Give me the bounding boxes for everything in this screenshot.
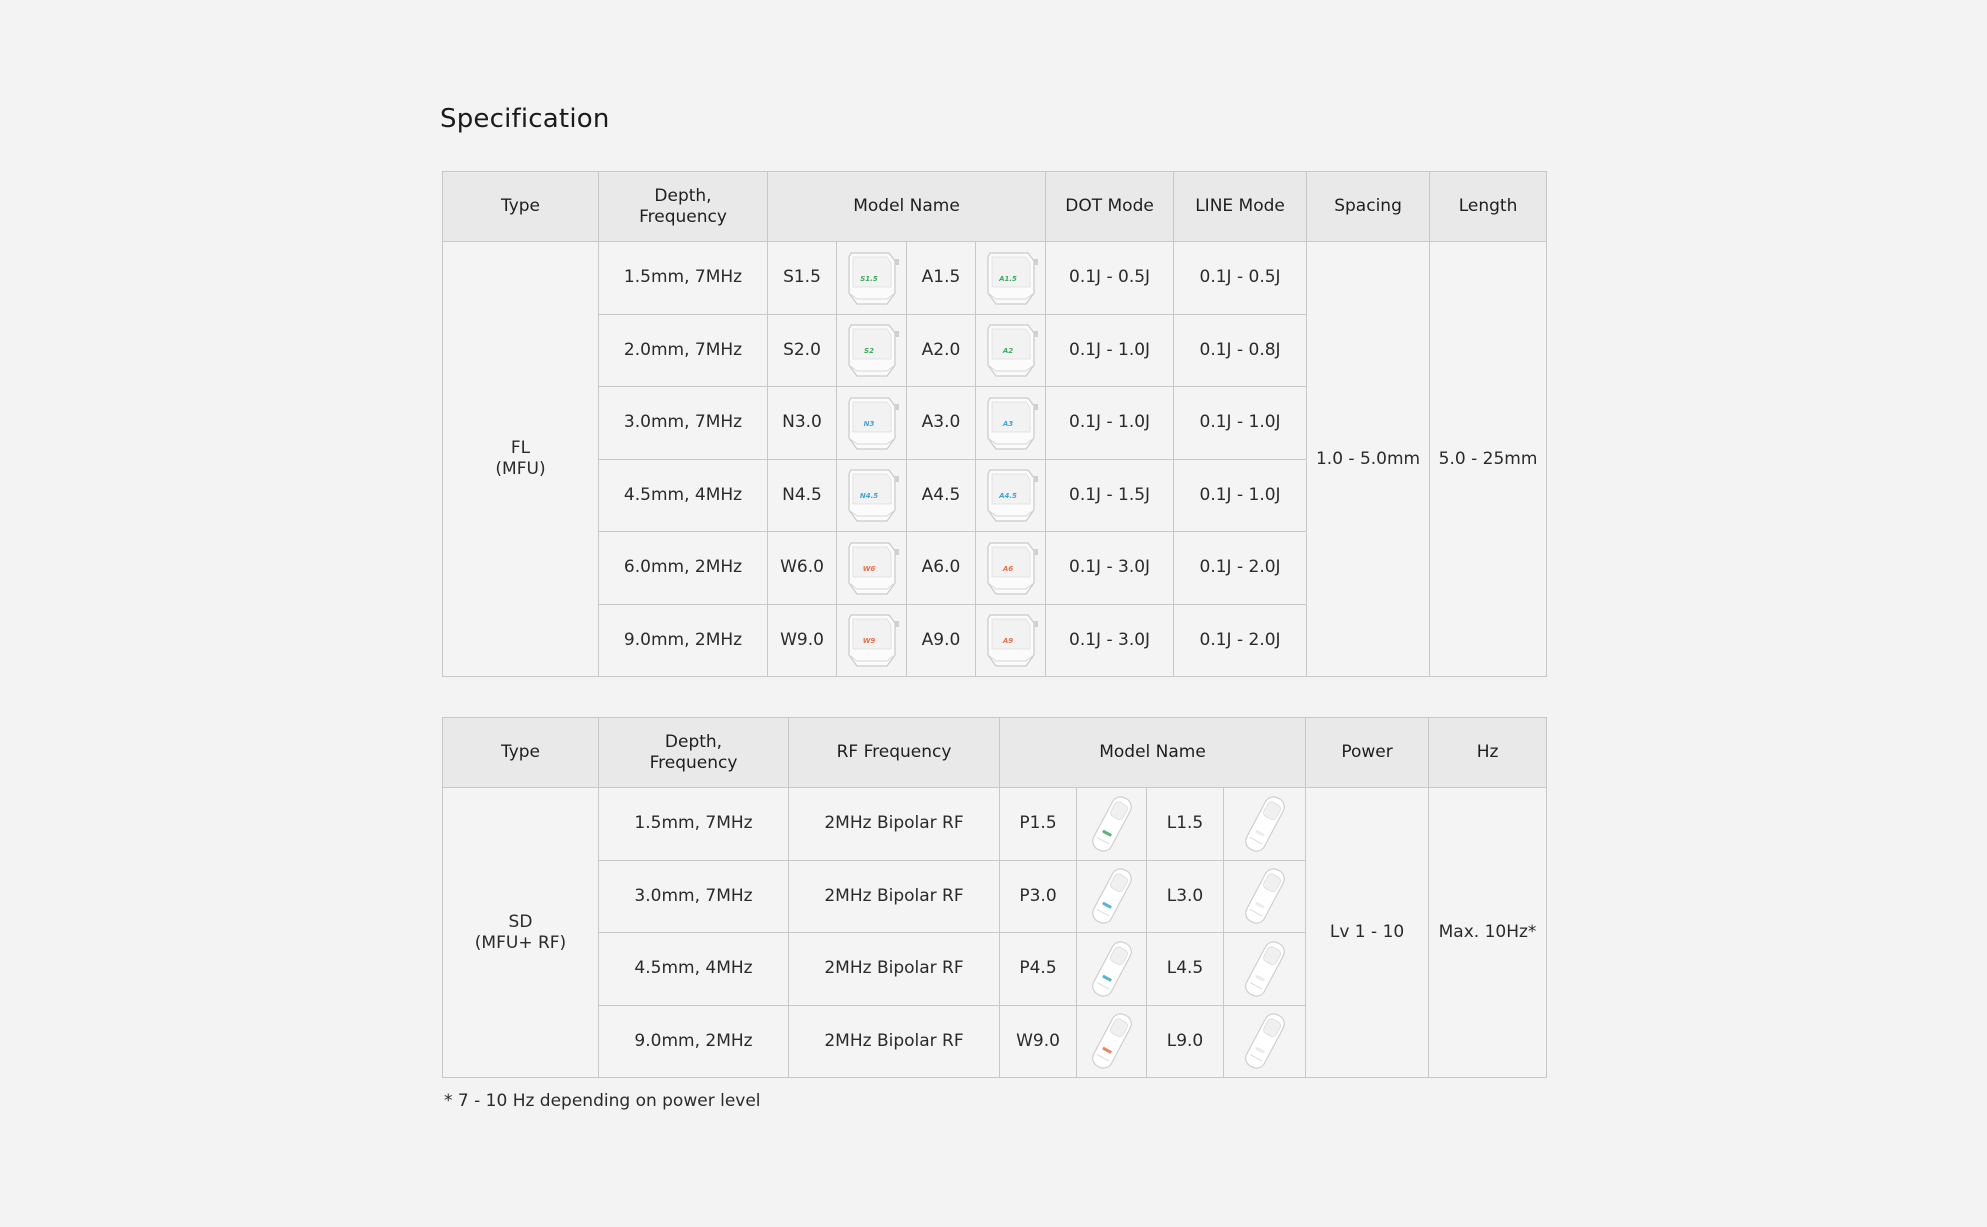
fl-depth-cell: 9.0mm, 2MHz — [599, 604, 768, 677]
fl-header-length: Length — [1430, 172, 1547, 242]
fl-depth-cell: 6.0mm, 2MHz — [599, 532, 768, 605]
sd-rf-cell: 2MHz Bipolar RF — [789, 1005, 1000, 1078]
sd-model-a-cell: P4.5 — [1000, 933, 1077, 1006]
sd-model-a-image — [1077, 788, 1147, 861]
handpiece-icon — [1234, 863, 1296, 929]
svg-text:W6: W6 — [862, 564, 875, 573]
fl-model-b-image — [976, 242, 1046, 315]
svg-text:A4.5: A4.5 — [998, 492, 1017, 501]
fl-model-b-cell: A4.5 — [907, 459, 976, 532]
fl-model-a-image — [837, 387, 907, 460]
fl-length-cell: 5.0 - 25mm — [1430, 242, 1547, 677]
fl-model-a-image — [837, 532, 907, 605]
cartridge-icon — [843, 247, 901, 309]
cartridge-icon — [982, 464, 1040, 526]
sd-depth-cell: 9.0mm, 2MHz — [599, 1005, 789, 1078]
fl-line-cell: 0.1J - 0.5J — [1174, 242, 1307, 315]
handpiece-icon — [1081, 936, 1143, 1002]
svg-text:N3: N3 — [863, 419, 874, 428]
fl-line-cell: 0.1J - 2.0J — [1174, 604, 1307, 677]
fl-type-cell: FL (MFU) — [443, 242, 599, 677]
svg-text:A3: A3 — [1002, 419, 1013, 428]
fl-line-cell: 0.1J - 1.0J — [1174, 459, 1307, 532]
fl-dot-cell: 0.1J - 3.0J — [1046, 604, 1174, 677]
fl-model-b-cell: A3.0 — [907, 387, 976, 460]
sd-rf-cell: 2MHz Bipolar RF — [789, 933, 1000, 1006]
fl-model-b-cell: A1.5 — [907, 242, 976, 315]
fl-spec-table — [442, 171, 1547, 677]
sd-model-a-image — [1077, 933, 1147, 1006]
svg-text:A1.5: A1.5 — [998, 274, 1017, 283]
fl-depth-cell: 4.5mm, 4MHz — [599, 459, 768, 532]
handpiece-icon — [1234, 791, 1296, 857]
handpiece-icon — [1081, 863, 1143, 929]
sd-header-hz: Hz — [1429, 718, 1547, 788]
fl-model-a-cell: S1.5 — [768, 242, 837, 315]
cartridge-icon — [982, 609, 1040, 671]
fl-header-line: LINE Mode — [1174, 172, 1307, 242]
fl-header-dot: DOT Mode — [1046, 172, 1174, 242]
cartridge-icon — [982, 247, 1040, 309]
fl-model-a-image — [837, 314, 907, 387]
cartridge-icon — [843, 392, 901, 454]
fl-header-depth — [599, 172, 768, 242]
svg-text:W9: W9 — [862, 637, 875, 646]
cartridge-icon — [982, 392, 1040, 454]
fl-model-a-cell: N4.5 — [768, 459, 837, 532]
sd-header-depth-text: Depth, Frequency — [649, 731, 738, 773]
sd-type-cell: SD (MFU+ RF) — [443, 788, 599, 1078]
cartridge-icon — [843, 609, 901, 671]
footnote: * 7 - 10 Hz depending on power level — [444, 1091, 761, 1111]
fl-model-a-image — [837, 242, 907, 315]
sd-hz-cell: Max. 10Hz* — [1429, 788, 1547, 1078]
svg-text:A9: A9 — [1002, 637, 1013, 646]
sd-header-depth — [599, 718, 789, 788]
sd-power-cell: Lv 1 - 10 — [1306, 788, 1429, 1078]
cartridge-icon — [843, 319, 901, 381]
fl-spacing-cell: 1.0 - 5.0mm — [1307, 242, 1430, 677]
fl-model-b-cell: A2.0 — [907, 314, 976, 387]
fl-line-cell: 0.1J - 0.8J — [1174, 314, 1307, 387]
fl-model-b-image — [976, 314, 1046, 387]
fl-model-a-cell: N3.0 — [768, 387, 837, 460]
fl-model-a-cell: W6.0 — [768, 532, 837, 605]
fl-header-type: Type — [443, 172, 599, 242]
fl-depth-cell: 1.5mm, 7MHz — [599, 242, 768, 315]
cartridge-icon — [982, 319, 1040, 381]
fl-dot-cell: 0.1J - 0.5J — [1046, 242, 1174, 315]
fl-dot-cell: 0.1J - 1.0J — [1046, 387, 1174, 460]
sd-spec-table — [442, 717, 1547, 1078]
sd-header-rf: RF Frequency — [789, 718, 1000, 788]
sd-rf-cell: 2MHz Bipolar RF — [789, 860, 1000, 933]
svg-text:S1.5: S1.5 — [859, 274, 878, 283]
fl-model-b-cell: A6.0 — [907, 532, 976, 605]
fl-header-depth-text: Depth, Frequency — [639, 185, 727, 227]
svg-text:S2: S2 — [863, 347, 874, 356]
fl-model-b-image — [976, 459, 1046, 532]
sd-model-b-cell: L3.0 — [1147, 860, 1224, 933]
sd-header-model: Model Name — [1000, 718, 1306, 788]
sd-rf-cell: 2MHz Bipolar RF — [789, 788, 1000, 861]
fl-line-cell: 0.1J - 1.0J — [1174, 387, 1307, 460]
sd-model-a-image — [1077, 1005, 1147, 1078]
cartridge-icon — [843, 537, 901, 599]
sd-model-b-image — [1224, 860, 1306, 933]
sd-model-b-image — [1224, 933, 1306, 1006]
fl-header-spacing: Spacing — [1307, 172, 1430, 242]
sd-table-row — [443, 788, 1547, 861]
handpiece-icon — [1234, 1008, 1296, 1074]
cartridge-icon — [843, 464, 901, 526]
fl-model-b-image — [976, 532, 1046, 605]
fl-depth-cell: 2.0mm, 7MHz — [599, 314, 768, 387]
handpiece-icon — [1234, 936, 1296, 1002]
fl-header-model: Model Name — [768, 172, 1046, 242]
fl-dot-cell: 0.1J - 1.5J — [1046, 459, 1174, 532]
fl-model-a-image — [837, 604, 907, 677]
sd-model-a-image — [1077, 860, 1147, 933]
svg-text:A6: A6 — [1002, 564, 1013, 573]
fl-model-a-image — [837, 459, 907, 532]
fl-model-a-cell: S2.0 — [768, 314, 837, 387]
fl-dot-cell: 0.1J - 1.0J — [1046, 314, 1174, 387]
sd-model-a-cell: P1.5 — [1000, 788, 1077, 861]
sd-model-a-cell: W9.0 — [1000, 1005, 1077, 1078]
sd-model-b-image — [1224, 1005, 1306, 1078]
svg-text:A2: A2 — [1002, 347, 1013, 356]
fl-dot-cell: 0.1J - 3.0J — [1046, 532, 1174, 605]
fl-model-b-image — [976, 387, 1046, 460]
page-title: Specification — [440, 104, 610, 134]
handpiece-icon — [1081, 791, 1143, 857]
fl-table-row — [443, 242, 1547, 315]
sd-header-power: Power — [1306, 718, 1429, 788]
fl-model-b-image — [976, 604, 1046, 677]
svg-text:N4.5: N4.5 — [859, 492, 878, 501]
fl-model-b-cell: A9.0 — [907, 604, 976, 677]
fl-line-cell: 0.1J - 2.0J — [1174, 532, 1307, 605]
sd-model-b-cell: L4.5 — [1147, 933, 1224, 1006]
sd-header-type: Type — [443, 718, 599, 788]
cartridge-icon — [982, 537, 1040, 599]
sd-depth-cell: 1.5mm, 7MHz — [599, 788, 789, 861]
sd-model-b-cell: L9.0 — [1147, 1005, 1224, 1078]
handpiece-icon — [1081, 1008, 1143, 1074]
fl-model-a-cell: W9.0 — [768, 604, 837, 677]
sd-model-b-cell: L1.5 — [1147, 788, 1224, 861]
fl-depth-cell: 3.0mm, 7MHz — [599, 387, 768, 460]
sd-model-b-image — [1224, 788, 1306, 861]
sd-depth-cell: 4.5mm, 4MHz — [599, 933, 789, 1006]
sd-model-a-cell: P3.0 — [1000, 860, 1077, 933]
sd-depth-cell: 3.0mm, 7MHz — [599, 860, 789, 933]
